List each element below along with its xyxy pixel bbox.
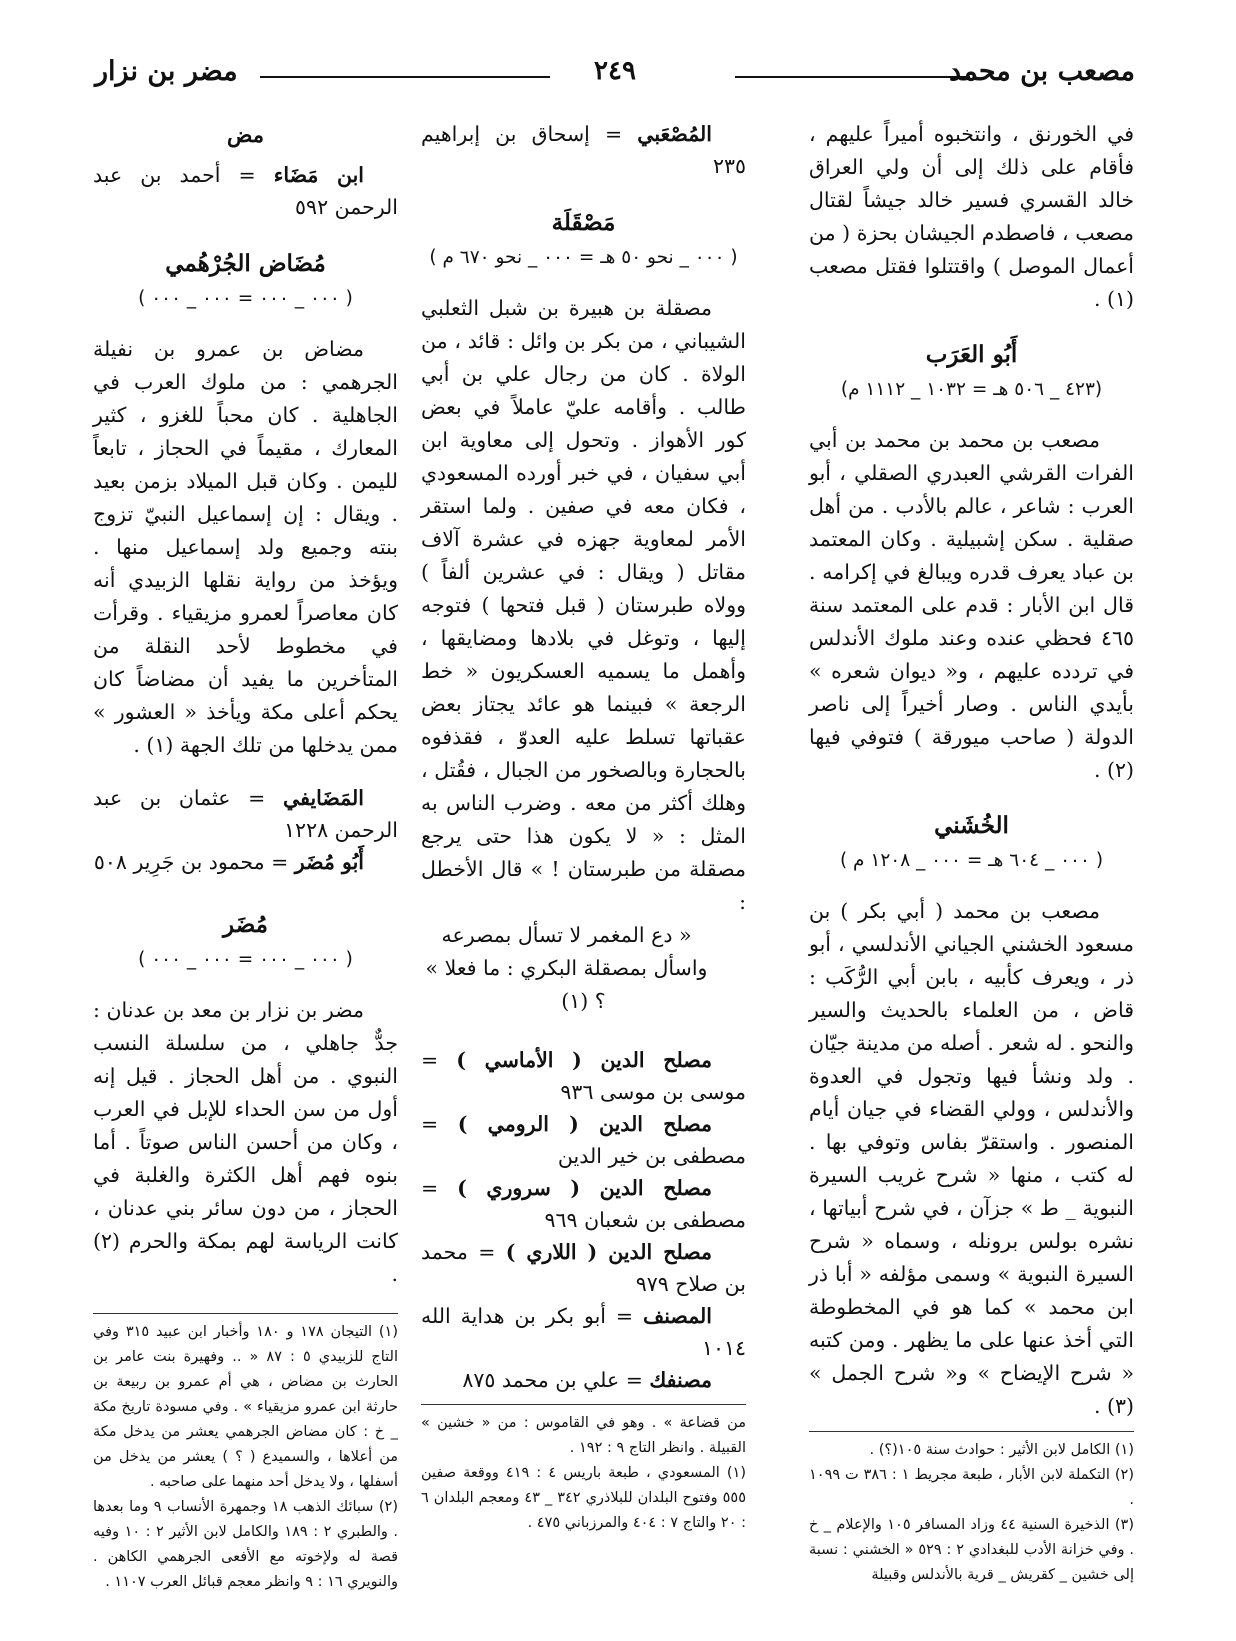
entry-heading: الخُشَني bbox=[934, 812, 1009, 839]
cross-reference bbox=[421, 1172, 746, 1236]
xref-name: مصلح الدين ( اللاري ) bbox=[505, 1240, 712, 1264]
continued-paragraph: في الخورنق ، وانتخبوه أميراً عليهم ، فأقام على ذلك إلى أن ولي العراق خالد القسري فسير خالد جيشاً لقتال مصعب ، فاصطدم الجيشان بحزة ( من أعمال الموصل ) واقتتلوا فقتل مصعب (١) . bbox=[809, 122, 1134, 311]
xref-name: المَضَايفي bbox=[283, 786, 364, 810]
footnote: (١) المسعودي ، طبعة باريس ٤ : ٤١٩ ووقعة صفين ٥٥٥ وفتوح البلدان للبلاذري ٣٤٢ _ ٤٣ ومعجم البلدان ٦ : ٢٠ والتاج ٧ : ٤٠٤ والمرزباني ٤٧٥ . bbox=[421, 1465, 747, 1531]
page-number: ٢٤٩ bbox=[582, 56, 648, 86]
entry-body: مصقلة بن هبيرة بن شبل الثعلبي الشيباني ، من بكر بن وائل : قائد ، من الولاة . كان من رجال علي بن أبي طالب . وأقامه عليّ عاملاً في بعض كور الأهواز . وتحول إلى معاوية ابن أبي سفيان ، في خبر أورده المسعودي ، فكان معه في صفين . ولما استقر الأمر لمعاوية جهزه في عشرة آلاف مقاتل ( ويقال : في عشرين ألفاً ) وولاه طبرستان ( قبل فتحها ) فتوجه إليها ، وتوغل في بلادها ومضايقها ، وأهمل ما يسميه العسكريون « خط الرجعة » فبينما هو عائد يجتاز بعض عقباتها تسلط عليه العدوّ ، فقذفوه بالحجارة وبالصخور من الجبال ، فقُتل ، وهلك أكثر من معه . وضرب الناس به المثل : « لا يكون هذا حتى يرجع مصقلة من طبرستان ! » قال الأخطل : bbox=[421, 296, 746, 914]
entry-dates: ( ٠٠٠ _ ٠٠٠ = ٠٠٠ _ ٠٠٠ ) bbox=[138, 288, 353, 309]
footnote: (٢) سبائك الذهب ١٨ وجمهرة الأنساب ٩ وما بعدها . والطبري ٢ : ١٨٩ والكامل لابن الأثير ٢ : ١٠ وفيه قصة له ولإخوته مع الأفعى الجرهمي الكاهن . والنويري ١٦ : ٩ وانظر معجم قبائل العرب ١١٠٧ . bbox=[93, 1499, 398, 1590]
entry-body: مضر بن نزار بن معد بن عدنان : جدٌّ جاهلي ، من سلسلة النسب النبوي . من أهل الحجاز . قيل إنه أول من سن الحداء للإبل في العرب ، وكان من أحسن الناس صوتاً . أما بنوه فهم أهل الكثرة والغلبة في الحجاز ، من دون سائر بني عدنان ، كانت الرياسة لهم بمكة والحرم (٢) . bbox=[93, 998, 398, 1286]
xref-name: المصنف bbox=[643, 1304, 712, 1328]
xref-target: = أحمد بن عبد الرحمن ٥٩٢ bbox=[93, 163, 398, 219]
entry-heading: مَصْقَلَة bbox=[551, 209, 616, 236]
running-header bbox=[95, 56, 1135, 92]
footnotes bbox=[421, 1411, 746, 1536]
footnote: (١) الكامل لابن الأثير : حوادث سنة ١٠٥(؟) . bbox=[869, 1442, 1134, 1458]
xref-target: = أبو بكر بن هداية الله ١٠١٤ bbox=[421, 1304, 746, 1360]
footnote: (٣) الذخيرة السنية ٤٤ وزاد المسافر ١٠٥ والإعلام _ خ . وفي خزانة الأدب للبغدادي ٢ : ٥٢٩ « الخشني : نسبة إلى خشين _ كقريش _ قرية بالأندلس وقبيلة bbox=[809, 1517, 1134, 1583]
xref-target: = علي بن محمد ٨٧٥ bbox=[462, 1368, 650, 1392]
header-rule-right bbox=[735, 76, 970, 78]
xref-target: = موسى بن موسى ٩٣٦ bbox=[421, 1048, 746, 1104]
entry-dates: ( ٠٠٠ _ ٠٠٠ = ٠٠٠ _ ٠٠٠ ) bbox=[138, 949, 353, 970]
cross-reference bbox=[93, 782, 398, 846]
xref-name: ابن مَضَاء bbox=[273, 163, 364, 187]
cross-reference bbox=[421, 1364, 746, 1396]
header-right-entry: مصعب بن محمد bbox=[949, 56, 1135, 87]
entry-body: مصعب بن محمد بن محمد بن أبي الفرات القرشي العبدري الصقلي ، أبو العرب : شاعر ، عالم بالأدب . من أهل صقلية . سكن إشبيلية . وكان المعتمد بن عباد يعرف قدره ويبالغ في إكرامه . قال ابن الأبار : قدم على المعتمد سنة ٤٦٥ فحظي عنده وعند ملوك الأندلس في تردده عليهم ، و« ديوان شعره » بأيدي الناس . وصار أخيراً إلى ناصر الدولة ( صاحب ميورقة ) فتوفي فيها (٢) . bbox=[809, 428, 1134, 782]
xref-target: = عثمان بن عبد الرحمن ١٢٢٨ bbox=[93, 786, 398, 842]
footnote: (١) التيجان ١٧٨ و ١٨٠ وأخبار ابن عبيد ٣١٥ وفي التاج للزبيدي ٥ : ٨٧ « .. وفهيرة بنت عامر بن الحارث بن مضاض ، هي أم عمرو بن ربيعة بن حارثة ابن عمرو مزيقياء » . وفي مسودة تاريخ مكة _ خ : كان مضاض الجرهمي يعشر من يدخل مكة من أعلاها ، والسميدع ( ؟ ) يعشر من يدخل من أسفلها ، ولا يدخل أحد منهما على صاحبه . bbox=[93, 1324, 398, 1490]
header-left-entry: مضر بن نزار bbox=[95, 56, 238, 87]
footnote-rule bbox=[421, 1404, 746, 1405]
xref-name: مصلح الدين ( الرومي ) bbox=[457, 1112, 712, 1136]
xref-name: مصلح الدين ( سروري ) bbox=[457, 1176, 712, 1200]
header-rule-left bbox=[260, 76, 550, 78]
entry-body: مصعب بن محمد ( أبي بكر ) بن مسعود الخشني الجياني الأندلسي ، أبو ذر ، ويعرف كأبيه ، بابن أبي الرُّكَب : قاض ، من العلماء بالحديث والسير والنحو . له شعر . أصله من مدينة جيّان . ولد ونشأ فيها وتجول في العدوة والأندلس ، وولي القضاء في جيان أيام المنصور . واستقرّ بفاس وتوفي بها . له كتب ، منها « شرح غريب السيرة النبوية _ ط » جزآن ، في شرح أبياتها ، نشره بولس برونله ، وسماه « شرح السيرة النبوية » وسمى مؤلفه « أبا ذر ابن محمد » كما هو في المخطوطة التي أخذ عنها على ما يظهر . ومن كتبه « شرح الإيضاح » و« شرح الجمل » (٣) . bbox=[809, 899, 1134, 1418]
entry-dates: (٤٢٣ _ ٥٠٦ هـ = ١٠٣٢ _ ١١١٢ م) bbox=[840, 379, 1103, 400]
xref-target: = إسحاق بن إبراهيم ٢٣٥ bbox=[421, 122, 746, 178]
cross-reference bbox=[421, 118, 746, 182]
column-right bbox=[809, 118, 1134, 1588]
xref-target: = محمد بن صلاح ٩٧٩ bbox=[421, 1240, 746, 1296]
xref-target: = محمود بن جَرِير ٥٠٨ bbox=[93, 850, 295, 874]
entry-heading: مُضَاض الجُرْهُمي bbox=[165, 250, 326, 277]
xref-name: المُصْعَبي bbox=[637, 122, 712, 146]
footnote-rule bbox=[809, 1431, 1134, 1432]
cross-reference bbox=[421, 1300, 746, 1364]
footnotes bbox=[809, 1438, 1134, 1588]
verse-line: واسأل بمصقلة البكري : ما فعلا » ؟ (١) bbox=[425, 956, 708, 1013]
verse-line: « دع المغمر لا تسأل بمصرعه bbox=[441, 923, 692, 947]
cross-reference bbox=[421, 1044, 746, 1108]
xref-name: مصنفك bbox=[649, 1368, 712, 1392]
cross-reference bbox=[421, 1108, 746, 1172]
column-left bbox=[93, 118, 398, 1595]
xref-name: مصلح الدين ( الأماسي ) bbox=[456, 1048, 712, 1072]
footnote-rule bbox=[93, 1313, 398, 1314]
entry-body: مضاض بن عمرو بن نفيلة الجرهمي : من ملوك العرب في الجاهلية . كان محباً للغزو ، كثير المعارك ، مقيماً في الحجاز ، تابعاً لليمن . وكان قبل الميلاد بزمن بعيد . ويقال : إن إسماعيل النبيّ تزوج بنته وجميع ولد إسماعيل منها . ويؤخذ من رواية نقلها الزبيدي أنه كان معاصراً لعمرو مزيقياء . وقرأت في مخطوط لأحد النقلة من المتأخرين ما يفيد أن مضاضاً كان يحكم أعلى مكة ويأخذ « العشور » ممن يدخلها من تلك الجهة (١) . bbox=[93, 337, 398, 757]
footnote: من قضاعة » . وهو في القاموس : من « خشين » القبيلة . وانظر التاج ٩ : ١٩٢ . bbox=[421, 1415, 746, 1456]
entry-dates: ( ٠٠٠ _ ٦٠٤ هـ = ٠٠٠ _ ١٢٠٨ م ) bbox=[839, 850, 1104, 871]
xref-name: أَبُو مُضَر bbox=[294, 850, 364, 874]
section-heading: مض bbox=[227, 122, 264, 147]
cross-reference bbox=[93, 159, 398, 223]
footnote: (٢) التكملة لابن الأبار ، طبعة مجريط ١ : ٣٨٦ ت ١٠٩٩ . bbox=[809, 1467, 1134, 1508]
xref-target: = مصطفى بن خير الدين bbox=[421, 1112, 746, 1168]
xref-target: = مصطفى بن شعبان ٩٦٩ bbox=[421, 1176, 746, 1232]
entry-heading: مُضَر bbox=[223, 911, 268, 938]
entry-dates: ( ٠٠٠ _ نحو ٥٠ هـ = ٠٠٠ _ نحو ٦٧٠ م ) bbox=[429, 247, 738, 268]
cross-reference bbox=[93, 846, 398, 878]
footnotes bbox=[93, 1320, 398, 1595]
entry-heading: أَبُو العَرَب bbox=[925, 341, 1018, 368]
column-middle bbox=[421, 118, 746, 1536]
cross-reference bbox=[421, 1236, 746, 1300]
